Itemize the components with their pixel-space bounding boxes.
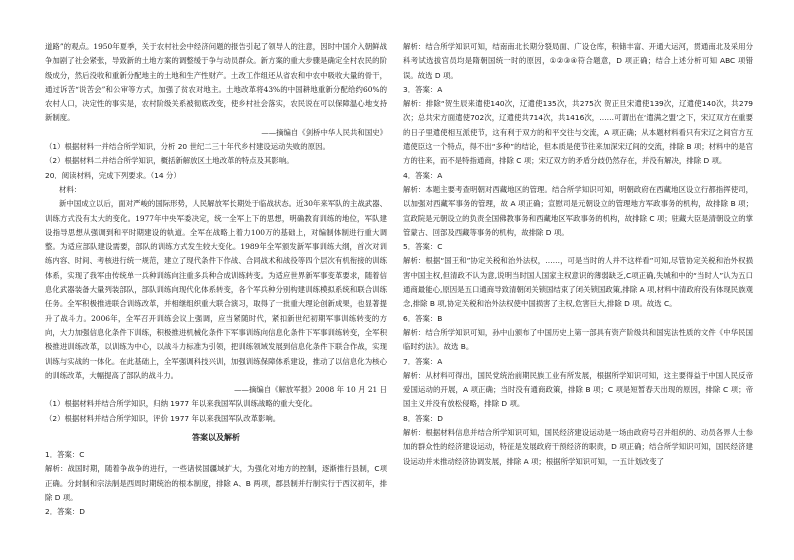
answer-4-explanation: 解析：本题主要考查明朝对西藏地区的管理。结合所学知识可知，明朝政府在西藏地区设立行都指挥使司，以加强对西藏军事务的管理，故 A 项正确；宣慰司是元朝设立的管理地方军政事务的机构，故排除 B 项；宣政院是元朝设立的负责全国佛教事务和西藏地区军政事务的机构，故排除 C 项；驻藏大臣是清朝设立的掌管蒙古、回部及西藏等事务的机构，故排除 D 项。 bbox=[403, 184, 753, 237]
source-citation-1: ——摘编自《剑桥中华人民共和国史》 bbox=[261, 127, 387, 137]
answer-2-explanation: 解析：结合所学知识可知，结南南北长期分裂局面、广设仓库，积储丰富、开通大运河，贯通南北及采用分科考试选拔官员均是隋朝国统一时的原因，①②③④符合题意，D 项正确；结合上述分析可知 ABC 项错误。故选 D 项。 bbox=[403, 42, 753, 80]
answer-7-explanation: 解析：从材料可得出，国民党统治前期民族工业有所发展，根据所学知识可知，这主要得益于中国人民反帝爱国运动的开展，A 项正确；当时没有通商政策，排除 B 项；C 项是短暂春天出现的原因，排除 C 项；帝国主义并没有放松侵略，排除 D 项。 bbox=[403, 370, 753, 409]
source-citation-2: ——摘编自《解放军报》2008 年 10 月 21 日 bbox=[234, 385, 387, 395]
answer-6-label: 6．答案：B bbox=[403, 313, 443, 323]
material-passage-land-reform: 道路”的观点。1950年夏季，关于农村社会中经济问题的报告引起了领导人的注意，因时中国介入朝鲜战争加剧了社会紧张，导致新的土地方案的调整缓于争与动员群众。新方案的重大步骤是确定全村农民的阶级成分，然后没收和重新分配地主的土地和生产性财产。土改工作组还从省农和中农中吸收大量的骨干，通过诉苦“说苦会”和公审等方式，加强了贫农对地主。土地改革将43%的中国耕地重新分配给约60%的农村人口，决定性的事实是，农村阶级关系被彻底改变，使乡村社会落实，农民说在可以保障温心地支持新制度。 bbox=[45, 42, 387, 123]
answer-3-explanation: 解析：排除“贺生辰来遣使140次，辽遣使135次，共275次 贺正旦宋遣使139次，辽遣使140次，共279次；总共宋方面遣使702次，辽遣使共714次，共1416次，……可谓出在‘遣满之盟’之下，宋辽双方在重要的日子里遣使相互派使节，这有利于双方的和平交往与交流，A 项正确；从本题材料看只有宋辽之间官方互遣使臣这一个特点，得不出“多种”的结论，但本质是使节往来加深宋辽间的交流，排除 B 项；材料中的是官方的往来，而不是特指通商，排除 C 项；宋辽双方的矛盾分歧仍然存在，并没有解决，排除 D 项。 bbox=[403, 99, 754, 166]
answer-4-label: 4．答案：A bbox=[403, 170, 443, 180]
right-column bbox=[403, 40, 753, 469]
answer-5-label: 5．答案：C bbox=[403, 242, 443, 252]
answer-3-label: 3．答案：A bbox=[403, 84, 443, 94]
question-20-2: （2）根据材料并结合所学知识，评价 1977 年以来我国军队改革影响。 bbox=[45, 413, 281, 423]
material-label: 材料： bbox=[59, 184, 82, 194]
question-19-2: （2）根据材料二并结合所学知识，概括新解放区土地改革的特点及其影响。 bbox=[45, 156, 294, 166]
material-passage-military-training: 新中国成立以后，面对严峻的国际形势，人民解放军长期处于临战状态。近30年来军队的主战武器、训练方式没有太大的变化。1977年中央军委决定，统一全军上下的思想，明确教育训练的地位，军队建设指导思想从强调到和平时期建设的轨道。全军在战略上着力100万的基础上，对编制体制进行重大调整。为适应部队建设需要，部队的训练方式发生较大变化。1989年全军颁发新军事训练大纲，首次对训练内容、时间、考核进行统一规范，建立了现代条件下作战、合同战术和战役等四个层次有机衔接的训练体系，实现了我军由传统单一兵种训练向注重多兵种合成训练转变。为适应世界新军事变革要求，随着信息化武器装备大量列装部队，部队训练向现代化体系转变，各个军兵种分别构建训练模拟系统和联合训练任务。全军积极推进联合训练改革，并相继组织重大联合演习，取得了一批重大理论创新成果，也显著提升了战斗力。2006年，全军召开训练会议上强调，应当紧随时代，紧扣新世纪初期军事训练转变的方向，大力加强信息化条件下训练，积极推进机械化条件下军事训练向信息化条件下军事训练转变，全军积极推进训练改革，以训练为中心，以战斗力标准为引领，把训练领域发展到信息化条件下联合作战，实现训练与实战的一体化。在此基础上，全军强调科技兴训，加强训练保障体系建设，推动了以信息化为核心的训练改革，大幅提高了部队的战斗力。 bbox=[45, 199, 387, 380]
question-19-1: （1）根据材料一并结合所学知识，分析 20 世纪二三十年代乡村建设运动失败的原因。 bbox=[45, 142, 330, 152]
answer-1-explanation: 解析：战国时期，随着争战争的进行，一些诸侯国疆域扩大，为强化对地方的控制，逐渐推行县制，C项正确。分封制和宗法制是西周时期统治的根本制度，排除 A、B 两项，郡县制并行制实行于西汉初年，排除 D 项。 bbox=[45, 464, 387, 502]
answer-6-explanation: 解析：结合所学知识可知，孙中山颁布了中国历史上第一部具有资产阶级共和国宪法性质的文件《中华民国临时约法》。故选 B。 bbox=[403, 327, 753, 352]
answer-5-explanation: 解析：根据“国王和”协定关税和治外法权，……，可是当时的人并不这样看”可知,尽管协定关税和治外权损害中国主权,但清政不认为意,说明当时国人国家主权意识的薄弱缺乏,C项正确,失城和中的“当时人”认为五口通商最能心,原因是五口通商导致清朝闭关锁国结束了闭关锁国政策,排除 A 项,材料中清政府没有体现民族观念,排除 B 项,协定关税和治外法权使中国损害了主权,危害巨大,排除 D 项。故选 C。 bbox=[403, 256, 753, 309]
question-20-title: 20．阅读材料，完成下列要求。（14 分） bbox=[45, 170, 181, 180]
answers-heading: 答案以及解析 bbox=[192, 433, 240, 443]
answer-8-explanation: 解析：根据材料信息并结合所学知识可知，国民经济建设运动是一场由政府号召并组织的、动员各界人士参加的群众性的经济建设运动，特征是发展政府干预经济的职责，D 项正确；结合所学知识可知，国民经济建设运动并未推动经济协调发展，排除 A 项；根据所学知识可知，一五计划改变了 bbox=[403, 428, 753, 466]
answer-2-label: 2．答案：D bbox=[45, 507, 85, 517]
question-20-1: （1）根据材料并结合所学知识，归纳 1977 年以来我国军队训练战略的重大变化。 bbox=[45, 399, 318, 409]
answer-1-label: 1．答案：C bbox=[45, 450, 85, 460]
answer-8-label: 8．答案：D bbox=[403, 413, 443, 423]
left-column bbox=[45, 40, 387, 520]
answer-7-label: 7．答案：A bbox=[403, 356, 443, 366]
